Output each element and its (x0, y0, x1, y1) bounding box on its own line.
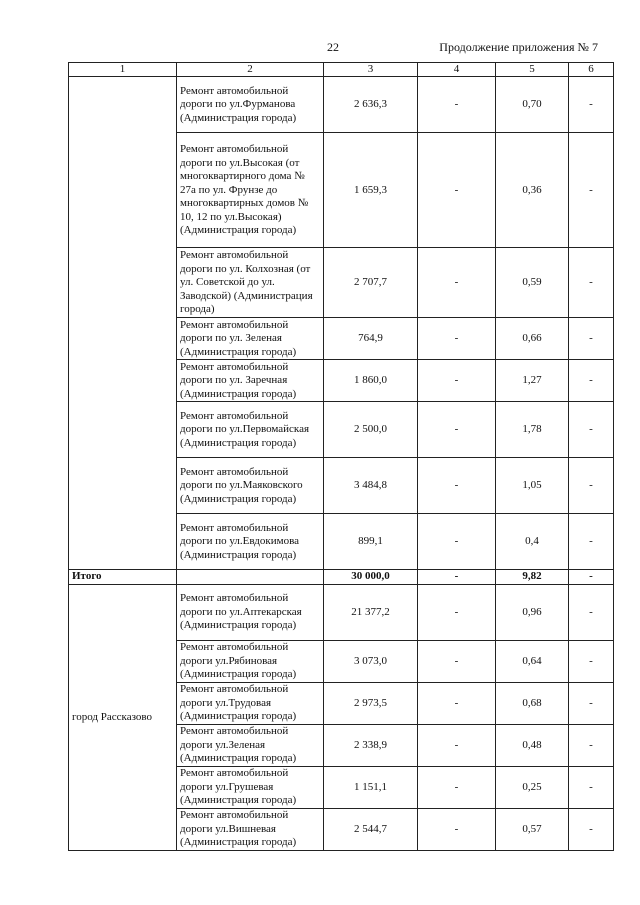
col4-cell: - (418, 584, 496, 640)
length-cell: 1,27 (496, 360, 569, 402)
length-cell: 0,68 (496, 682, 569, 724)
length-cell: 0,66 (496, 318, 569, 360)
length-cell: 0,70 (496, 77, 569, 133)
column-header: 4 (418, 63, 496, 77)
amount-cell: 2 636,3 (324, 77, 418, 133)
total-amount: 30 000,0 (324, 570, 418, 584)
total-length: 9,82 (496, 570, 569, 584)
col6-cell: - (569, 514, 614, 570)
col4-cell: - (418, 766, 496, 808)
col4-cell: - (418, 360, 496, 402)
municipality-cell (69, 77, 177, 570)
length-cell: 1,78 (496, 402, 569, 458)
col6-cell: - (569, 77, 614, 133)
amount-cell: 21 377,2 (324, 584, 418, 640)
work-description: Ремонт автомобильной дороги ул.Грушевая (Администрация города) (177, 766, 324, 808)
col6-cell: - (569, 133, 614, 248)
work-description: Ремонт автомобильной дороги по ул.Фурманова (Администрация города) (177, 77, 324, 133)
col4-cell: - (418, 248, 496, 318)
table-row (69, 584, 614, 640)
amount-cell: 2 338,9 (324, 724, 418, 766)
appendix-note: Продолжение приложения № 7 (439, 40, 598, 54)
amount-cell: 899,1 (324, 514, 418, 570)
length-cell: 1,05 (496, 458, 569, 514)
col4-cell: - (418, 402, 496, 458)
col4-cell: - (418, 808, 496, 850)
col6-cell: - (569, 584, 614, 640)
total-description (177, 570, 324, 584)
amount-cell: 2 973,5 (324, 682, 418, 724)
road-repair-table (68, 62, 614, 851)
length-cell: 0,64 (496, 640, 569, 682)
work-description: Ремонт автомобильной дороги по ул. Заречная (Администрация города) (177, 360, 324, 402)
municipality-name: город Рассказово (69, 584, 177, 850)
work-description: Ремонт автомобильной дороги по ул.Маяковского (Администрация города) (177, 458, 324, 514)
col6-cell: - (569, 402, 614, 458)
amount-cell: 2 544,7 (324, 808, 418, 850)
amount-cell: 1 860,0 (324, 360, 418, 402)
col6-cell: - (569, 248, 614, 318)
length-cell: 0,48 (496, 724, 569, 766)
amount-cell: 3 484,8 (324, 458, 418, 514)
total-label: Итого (69, 570, 177, 584)
col4-cell: - (418, 724, 496, 766)
work-description: Ремонт автомобильной дороги ул.Вишневая (Администрация города) (177, 808, 324, 850)
amount-cell: 1 151,1 (324, 766, 418, 808)
amount-cell: 1 659,3 (324, 133, 418, 248)
work-description: Ремонт автомобильной дороги по ул.Высокая (от многоквартирного дома № 27а по ул. Фрунзе до многоквартирных домов № 10, 12 по ул.Высокая) (Администрация города) (177, 133, 324, 248)
col4-cell: - (418, 458, 496, 514)
col6-cell: - (569, 458, 614, 514)
col4-cell: - (418, 133, 496, 248)
work-description: Ремонт автомобильной дороги по ул. Зеленая (Администрация города) (177, 318, 324, 360)
col4-cell: - (418, 514, 496, 570)
column-header: 2 (177, 63, 324, 77)
work-description: Ремонт автомобильной дороги по ул.Аптекарская (Администрация города) (177, 584, 324, 640)
amount-cell: 3 073,0 (324, 640, 418, 682)
length-cell: 0,25 (496, 766, 569, 808)
column-header: 6 (569, 63, 614, 77)
length-cell: 0,36 (496, 133, 569, 248)
col6-cell: - (569, 724, 614, 766)
col6-cell: - (569, 682, 614, 724)
col6-cell: - (569, 640, 614, 682)
col6-cell: - (569, 766, 614, 808)
work-description: Ремонт автомобильной дороги по ул.Первомайская (Администрация города) (177, 402, 324, 458)
length-cell: 0,96 (496, 584, 569, 640)
column-header: 1 (69, 63, 177, 77)
total-col4: - (418, 570, 496, 584)
column-number-row (69, 63, 614, 77)
work-description: Ремонт автомобильной дороги ул.Трудовая (Администрация города) (177, 682, 324, 724)
total-row (69, 570, 614, 584)
length-cell: 0,57 (496, 808, 569, 850)
length-cell: 0,59 (496, 248, 569, 318)
col6-cell: - (569, 808, 614, 850)
table-row (69, 77, 614, 133)
amount-cell: 764,9 (324, 318, 418, 360)
page-number: 22 (327, 40, 339, 54)
length-cell: 0,4 (496, 514, 569, 570)
column-header: 3 (324, 63, 418, 77)
work-description: Ремонт автомобильной дороги по ул. Колхозная (от ул. Советской до ул. Заводской) (Администрация города) (177, 248, 324, 318)
col4-cell: - (418, 682, 496, 724)
column-header: 5 (496, 63, 569, 77)
col4-cell: - (418, 77, 496, 133)
work-description: Ремонт автомобильной дороги ул.Рябиновая (Администрация города) (177, 640, 324, 682)
work-description: Ремонт автомобильной дороги ул.Зеленая (Администрация города) (177, 724, 324, 766)
col6-cell: - (569, 318, 614, 360)
col4-cell: - (418, 640, 496, 682)
amount-cell: 2 500,0 (324, 402, 418, 458)
total-col6: - (569, 570, 614, 584)
col4-cell: - (418, 318, 496, 360)
amount-cell: 2 707,7 (324, 248, 418, 318)
col6-cell: - (569, 360, 614, 402)
work-description: Ремонт автомобильной дороги по ул.Евдокимова (Администрация города) (177, 514, 324, 570)
